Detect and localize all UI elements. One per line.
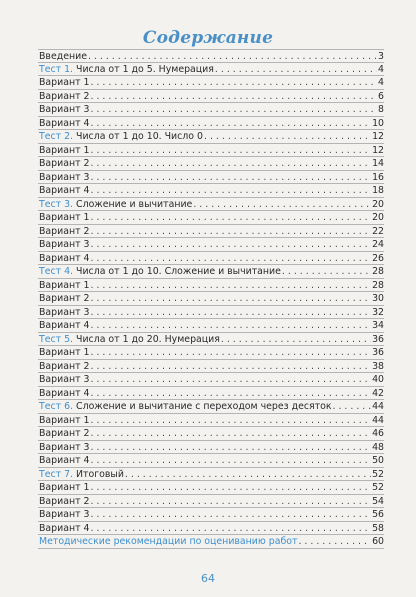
toc-entry-page: 24	[372, 239, 384, 250]
toc-entry	[38, 400, 384, 414]
toc-entry	[38, 441, 384, 455]
toc-entry	[38, 427, 384, 441]
toc-entry-label: Вариант 3	[39, 239, 90, 250]
dot-leader	[333, 400, 372, 413]
toc-entry-page: 42	[372, 387, 384, 399]
toc-entry-page: 52	[372, 482, 384, 493]
dot-leader	[91, 454, 372, 467]
toc-entry-title	[38, 414, 90, 427]
toc-entry-title	[38, 333, 220, 346]
toc-entry-test-number: Тест 3.	[39, 198, 74, 210]
dot-leader	[125, 468, 371, 481]
toc-entry-title	[38, 373, 90, 386]
toc-entry-title	[38, 76, 90, 89]
toc-entry-page: 22	[372, 225, 384, 237]
toc-entry-page: 16	[372, 171, 384, 183]
toc-entry	[38, 252, 384, 266]
toc-entry-title	[38, 279, 90, 292]
toc-entry-label: Вариант 1	[39, 347, 90, 358]
toc-entry	[38, 49, 384, 63]
toc-entry	[38, 130, 384, 144]
toc-entry	[38, 157, 384, 171]
dot-leader	[91, 279, 372, 292]
toc-entry-title	[38, 63, 214, 76]
toc-entry-page: 56	[372, 509, 384, 520]
toc-entry-page: 52	[372, 468, 384, 480]
toc-entry-title	[38, 454, 90, 467]
toc-entry	[38, 265, 384, 279]
toc-entry-label: Сложение и вычитание	[73, 198, 193, 210]
toc-entry-label: Числа от 1 до 10. Сложение и вычитание	[73, 266, 281, 277]
toc-entry-page: 32	[372, 306, 384, 318]
toc-entry-page: 20	[372, 198, 384, 210]
toc-entry	[38, 76, 384, 90]
toc-entry-title	[38, 522, 90, 535]
toc-entry	[38, 198, 384, 212]
toc-entry-page: 58	[372, 522, 384, 534]
dot-leader	[91, 171, 372, 184]
toc-entry	[38, 292, 384, 306]
toc-entry-page: 8	[378, 104, 384, 115]
dot-leader	[282, 265, 371, 278]
toc-entry-title	[38, 90, 90, 103]
dot-leader	[91, 387, 372, 400]
dot-leader	[91, 90, 378, 103]
toc-entry-page: 54	[372, 495, 384, 507]
toc-entry	[38, 495, 384, 509]
page-title: Содержание	[142, 28, 274, 48]
toc-entry-label: Вариант 3	[39, 306, 90, 318]
toc-entry-title	[38, 184, 90, 197]
toc-entry-title	[38, 319, 90, 332]
toc-entry-page: 34	[372, 320, 384, 331]
toc-entry	[38, 522, 384, 536]
toc-entry-page: 48	[372, 441, 384, 453]
dot-leader	[91, 252, 372, 265]
toc-entry-label: Числа от 1 до 5. Нумерация	[73, 63, 214, 75]
toc-entry-title	[38, 535, 297, 548]
toc-entry-label: Вариант 4	[39, 320, 90, 331]
toc-entry-title	[38, 144, 90, 157]
toc-entry-title	[38, 468, 124, 481]
toc-entry	[38, 333, 384, 347]
toc-entry-label: Введение	[39, 51, 87, 62]
toc-entry-page: 12	[372, 144, 384, 156]
dot-leader	[91, 522, 372, 535]
toc-entry	[38, 414, 384, 428]
dot-leader	[91, 225, 372, 238]
toc-entry-test-number: Тест 4.	[39, 266, 74, 277]
toc-entry-label: Числа от 1 до 10. Число 0	[73, 131, 203, 142]
toc-entry	[38, 171, 384, 185]
toc-entry-page: 10	[372, 117, 384, 129]
toc-entry-title	[38, 117, 90, 130]
toc-entry-page: 28	[372, 266, 384, 277]
toc-entry-label: Итоговый	[73, 468, 124, 480]
toc-entry-page: 30	[372, 293, 384, 304]
toc-entry-label: Методические рекомендации по оцениванию работ	[39, 536, 298, 547]
toc-entry-title	[38, 130, 203, 143]
dot-leader	[91, 441, 372, 454]
page-number: 64	[201, 572, 215, 585]
dot-leader	[91, 76, 378, 89]
toc-entry-test-number: Тест 7.	[39, 468, 74, 480]
toc-entry	[38, 225, 384, 239]
toc-entry-label: Вариант 3	[39, 509, 90, 520]
toc-entry	[38, 346, 384, 360]
dot-leader	[91, 117, 372, 130]
toc-entry-page: 12	[372, 131, 384, 142]
dot-leader	[88, 50, 377, 62]
toc-entry-title	[38, 198, 192, 211]
dot-leader	[215, 63, 377, 76]
toc-entry-title	[38, 292, 90, 305]
toc-entry	[38, 63, 384, 77]
toc-entry-label: Вариант 1	[39, 77, 90, 88]
toc-entry-page: 28	[372, 279, 384, 291]
dot-leader	[91, 103, 378, 116]
dot-leader	[91, 319, 372, 332]
toc-entry-title	[38, 252, 90, 265]
toc-entry-title	[38, 495, 90, 508]
dot-leader	[91, 414, 372, 427]
toc-entry-title	[38, 360, 90, 373]
toc-entry-page: 44	[372, 401, 384, 412]
toc-entry-page: 6	[378, 90, 384, 102]
toc-entry	[38, 454, 384, 468]
toc-entry-title	[38, 238, 90, 251]
toc-entry-label: Вариант 2	[39, 495, 90, 507]
toc-entry-label: Вариант 3	[39, 104, 90, 115]
dot-leader	[91, 508, 372, 521]
toc-entry-title	[38, 400, 332, 413]
toc-entry-label: Вариант 4	[39, 185, 90, 196]
dot-leader	[221, 333, 371, 346]
toc-entry	[38, 481, 384, 495]
toc-entry	[38, 387, 384, 401]
toc-entry-title	[38, 103, 90, 116]
toc-entry	[38, 90, 384, 104]
toc-entry-page: 4	[378, 77, 384, 88]
toc-entry-title	[38, 346, 90, 359]
toc-entry-test-number: Тест 1.	[39, 63, 74, 75]
toc-entry	[38, 103, 384, 117]
toc-entry-page: 40	[372, 374, 384, 385]
toc-entry-label: Вариант 2	[39, 293, 90, 304]
toc-entry-title	[38, 157, 90, 170]
toc-entry-test-number: Тест 2.	[39, 131, 74, 142]
toc-entry-title	[38, 211, 90, 224]
table-of-contents	[38, 49, 384, 549]
dot-leader	[91, 211, 372, 224]
toc-entry-label: Вариант 3	[39, 171, 90, 183]
dot-leader	[91, 157, 372, 170]
toc-entry-title	[38, 387, 90, 400]
toc-entry	[38, 117, 384, 131]
toc-entry	[38, 184, 384, 198]
toc-entry-label: Вариант 4	[39, 252, 90, 264]
toc-entry-page: 60	[372, 536, 384, 547]
toc-entry-page: 46	[372, 428, 384, 439]
toc-entry-title	[38, 50, 87, 62]
toc-entry	[38, 144, 384, 158]
toc-entry	[38, 360, 384, 374]
toc-entry-page: 44	[372, 414, 384, 426]
toc-entry	[38, 211, 384, 225]
toc-entry-title	[38, 508, 90, 521]
toc-entry-title	[38, 171, 90, 184]
toc-entry-label: Сложение и вычитание с переходом через десяток	[73, 401, 332, 412]
toc-entry	[38, 373, 384, 387]
toc-entry-label: Вариант 2	[39, 158, 90, 169]
toc-entry	[38, 238, 384, 252]
toc-entry-label: Вариант 1	[39, 212, 90, 223]
dot-leader	[91, 495, 372, 508]
toc-entry-title	[38, 306, 90, 319]
toc-entry	[38, 535, 384, 549]
toc-entry-page: 26	[372, 252, 384, 264]
dot-leader	[91, 427, 372, 440]
toc-entry-label: Вариант 2	[39, 90, 90, 102]
toc-entry-page: 20	[372, 212, 384, 223]
toc-entry-page: 38	[372, 360, 384, 372]
toc-entry	[38, 319, 384, 333]
toc-entry-label: Вариант 1	[39, 144, 90, 156]
toc-entry-label: Вариант 3	[39, 374, 90, 385]
toc-entry-title	[38, 481, 90, 494]
toc-entry-label: Вариант 4	[39, 117, 90, 129]
toc-entry-label: Вариант 1	[39, 414, 90, 426]
toc-entry	[38, 306, 384, 320]
toc-entry-label: Вариант 3	[39, 441, 90, 453]
toc-entry-page: 3	[378, 51, 384, 62]
dot-leader	[91, 360, 372, 373]
dot-leader	[91, 306, 372, 319]
toc-entry	[38, 468, 384, 482]
dot-leader	[91, 346, 372, 359]
dot-leader	[91, 144, 372, 157]
toc-entry-page: 36	[372, 347, 384, 358]
dot-leader	[204, 130, 371, 143]
toc-entry-label: Вариант 4	[39, 455, 90, 466]
toc-entry-label: Вариант 4	[39, 522, 90, 534]
toc-entry-page: 18	[372, 185, 384, 196]
dot-leader	[91, 238, 372, 251]
toc-entry-page: 4	[378, 63, 384, 75]
toc-entry-page: 36	[372, 333, 384, 345]
toc-entry-label: Вариант 2	[39, 360, 90, 372]
toc-entry-title	[38, 265, 281, 278]
dot-leader	[298, 535, 371, 548]
toc-entry	[38, 279, 384, 293]
dot-leader	[193, 198, 371, 211]
dot-leader	[91, 373, 372, 386]
dot-leader	[91, 481, 372, 494]
toc-entry-page: 50	[372, 455, 384, 466]
toc-entry-label: Вариант 2	[39, 225, 90, 237]
toc-entry	[38, 508, 384, 522]
toc-entry-label: Вариант 4	[39, 387, 90, 399]
toc-entry-label: Вариант 1	[39, 482, 90, 493]
toc-entry-title	[38, 427, 90, 440]
dot-leader	[91, 292, 372, 305]
dot-leader	[91, 184, 372, 197]
toc-entry-test-number: Тест 5.	[39, 333, 74, 345]
toc-entry-test-number: Тест 6.	[39, 401, 74, 412]
toc-entry-title	[38, 441, 90, 454]
toc-entry-label: Вариант 2	[39, 428, 90, 439]
toc-entry-title	[38, 225, 90, 238]
toc-entry-label: Вариант 1	[39, 279, 90, 291]
toc-entry-page: 14	[372, 158, 384, 169]
toc-entry-label: Числа от 1 до 20. Нумерация	[73, 333, 220, 345]
